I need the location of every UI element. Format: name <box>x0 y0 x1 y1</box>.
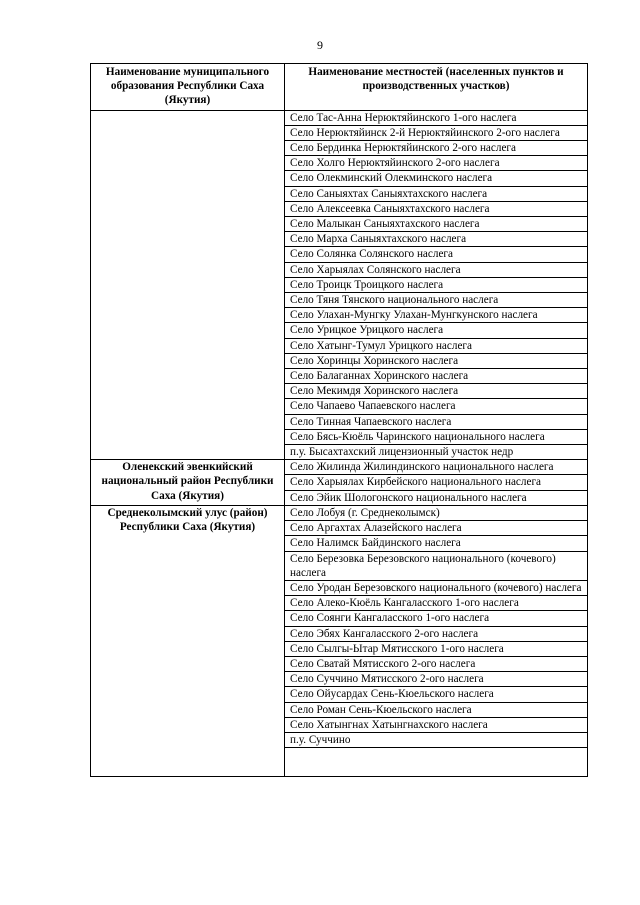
locality-cell: Село Березовка Березовского национального (кочевого) наслега <box>285 551 588 580</box>
municipality-column-header: Наименование муниципального образования Республики Саха (Якутия) <box>91 64 285 111</box>
localities-table <box>90 63 588 777</box>
locality-cell: Село Тас-Анна Нерюктяйинского 1-ого наслега <box>285 110 588 125</box>
page-number: 9 <box>317 38 323 52</box>
municipality-cell <box>91 110 285 460</box>
locality-cell: Село Хатынг-Тумул Урицкого наслега <box>285 338 588 353</box>
localities-column-header: Наименование местностей (населенных пунктов и производственных участков) <box>285 64 588 111</box>
locality-cell: Село Харыялах Солянского наслега <box>285 262 588 277</box>
locality-cell: Село Тяня Тянского национального наслега <box>285 293 588 308</box>
locality-cell: Село Налимск Байдинского наслега <box>285 536 588 551</box>
table-row <box>91 460 588 475</box>
locality-cell: Село Уродан Березовского национального (кочевого) наслега <box>285 580 588 595</box>
locality-cell: Село Бясь-Кюёль Чаринского национального наслега <box>285 429 588 444</box>
locality-cell: Село Холго Нерюктяйинского 2-ого наслега <box>285 156 588 171</box>
locality-cell: Село Нерюктяйинск 2-й Нерюктяйинского 2-ого наслега <box>285 125 588 140</box>
locality-cell: Село Урицкое Урицкого наслега <box>285 323 588 338</box>
locality-cell: Село Хатынгнах Хатынгнахского наслега <box>285 717 588 732</box>
locality-cell: Село Жилинда Жилиндинского национального наслега <box>285 460 588 475</box>
locality-cell: Село Ойусардах Сень-Кюельского наслега <box>285 687 588 702</box>
locality-cell: Село Малыкан Саныяхтахского наслега <box>285 217 588 232</box>
locality-cell: Село Алеко-Кюёль Кангаласского 1-ого наслега <box>285 596 588 611</box>
locality-cell: Село Мекимдя Хоринского наслега <box>285 384 588 399</box>
locality-cell: Село Эбях Кангаласского 2-ого наслега <box>285 626 588 641</box>
locality-cell: Село Роман Сень-Кюельского наслега <box>285 702 588 717</box>
table-row <box>91 110 588 125</box>
locality-cell: Село Балаганнах Хоринского наслега <box>285 369 588 384</box>
locality-cell: Село Сватай Мятисского 2-ого наслега <box>285 656 588 671</box>
locality-cell: Село Чапаево Чапаевского наслега <box>285 399 588 414</box>
locality-cell: Село Марха Саныяхтахского наслега <box>285 232 588 247</box>
locality-cell: Село Аргахтах Алазейского наслега <box>285 521 588 536</box>
locality-cell: Село Лобуя (г. Среднеколымск) <box>285 505 588 520</box>
locality-cell: п.у. Бысахтахский лицензионный участок недр <box>285 445 588 460</box>
locality-cell: Село Суччино Мятисского 2-ого наслега <box>285 672 588 687</box>
locality-cell: Село Тинная Чапаевского наслега <box>285 414 588 429</box>
municipality-cell: Среднеколымский улус (район) Республики Саха (Якутия) <box>91 505 285 776</box>
locality-cell-empty <box>285 748 588 777</box>
locality-cell: Село Сылгы-Ытар Мятисского 1-ого наслега <box>285 641 588 656</box>
table-row <box>91 505 588 520</box>
locality-cell: Село Соянги Кангаласского 1-ого наслега <box>285 611 588 626</box>
locality-cell: п.у. Суччино <box>285 732 588 747</box>
locality-cell: Село Хоринцы Хоринского наслега <box>285 353 588 368</box>
table-header-row <box>91 64 588 111</box>
locality-cell: Село Саныяхтах Саныяхтахского наслега <box>285 186 588 201</box>
locality-cell: Село Троицк Троицкого наслега <box>285 277 588 292</box>
municipality-cell: Оленекский эвенкийский национальный район Республики Саха (Якутия) <box>91 460 285 506</box>
locality-cell: Село Бердинка Нерюктяйинского 2-ого наслега <box>285 141 588 156</box>
locality-cell: Село Харыялах Кирбейского национального наслега <box>285 475 588 490</box>
table-body <box>91 110 588 777</box>
locality-cell: Село Алексеевка Саныяхтахского наслега <box>285 201 588 216</box>
locality-cell: Село Эйик Шологонского национального наслега <box>285 490 588 505</box>
locality-cell: Село Улахан-Мунгку Улахан-Мунгкунского наслега <box>285 308 588 323</box>
locality-cell: Село Солянка Солянского наслега <box>285 247 588 262</box>
locality-cell: Село Олекминский Олекминского наслега <box>285 171 588 186</box>
